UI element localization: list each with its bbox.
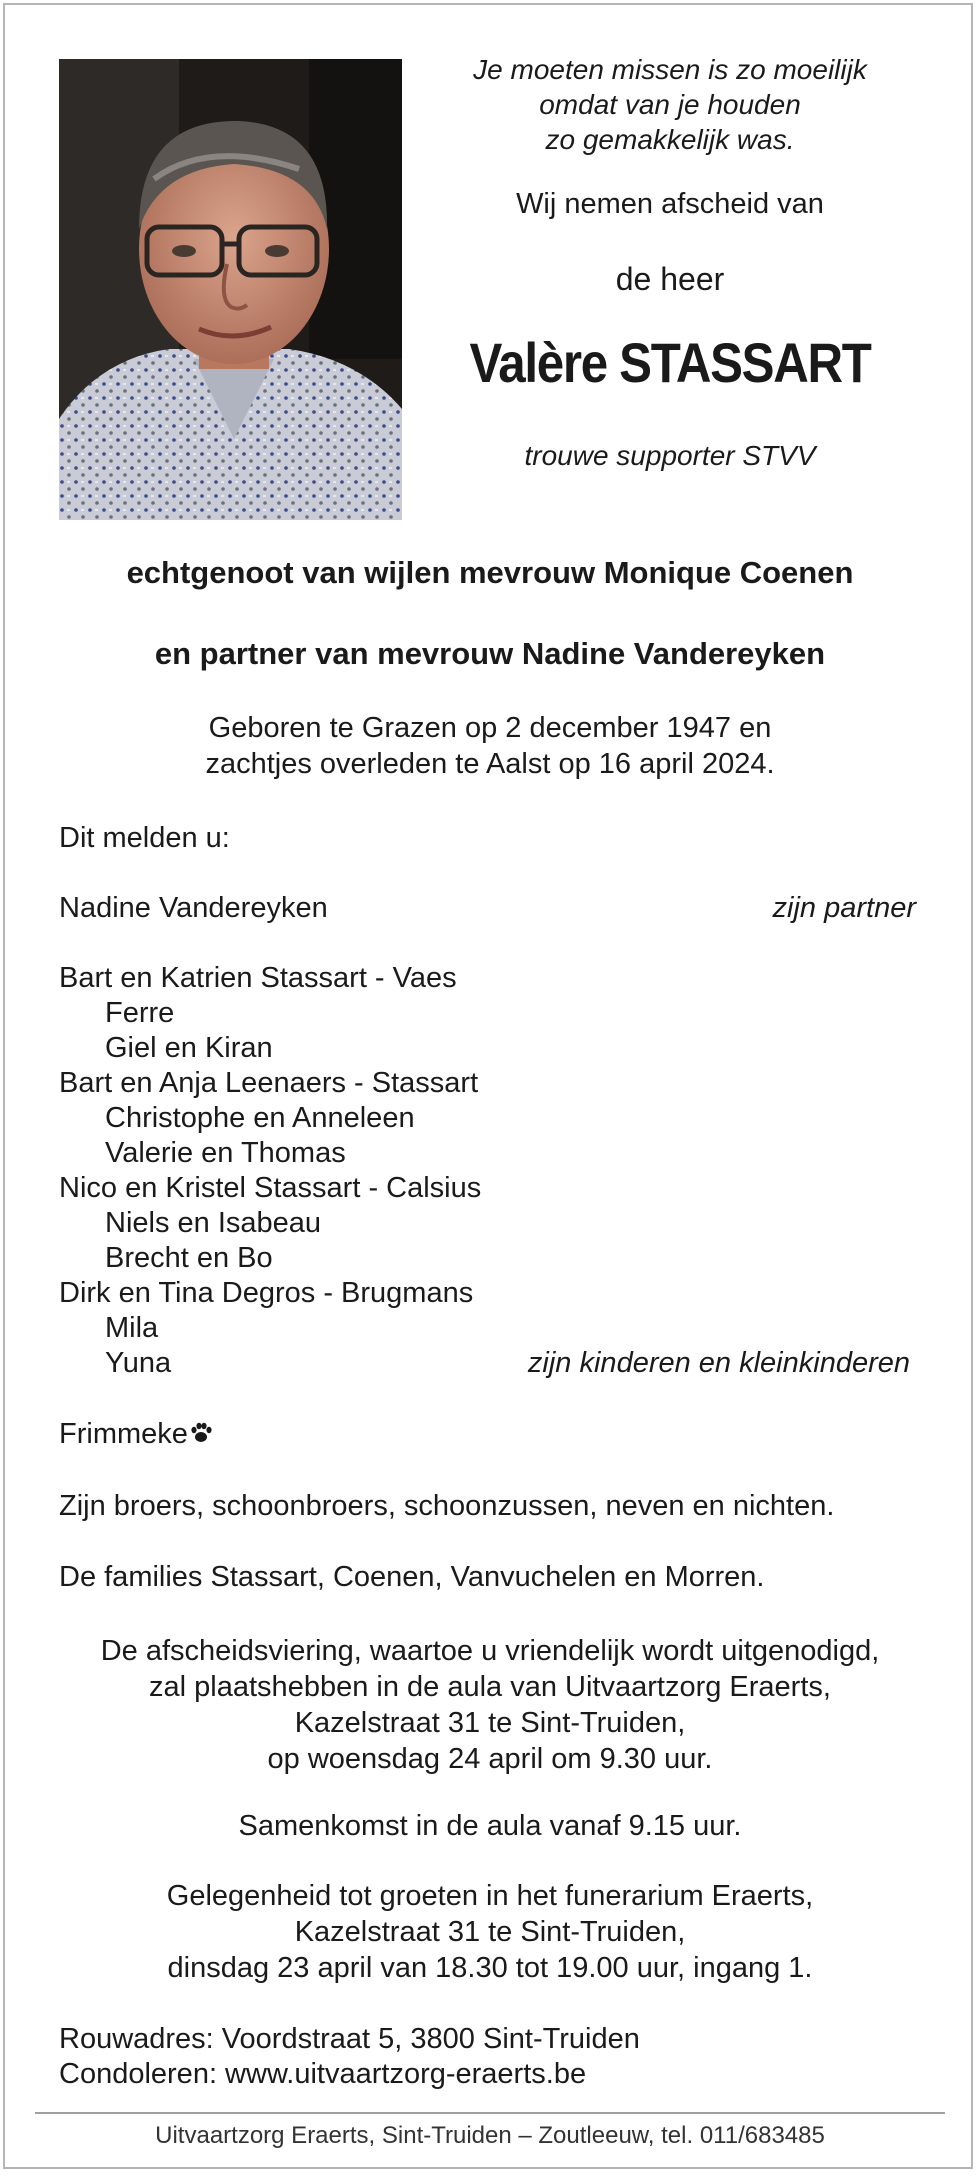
ceremony-line: Kazelstraat 31 te Sint-Truiden,	[294, 1707, 686, 1739]
greeting-line: Gelegenheid tot groeten in het funerarium Eraerts,	[166, 1880, 814, 1912]
family-member: Giel en Kiran	[105, 1032, 273, 1064]
paw-icon	[189, 1420, 213, 1453]
announce-text: Dit melden u:	[59, 822, 230, 854]
family-member: Dirk en Tina Degros - Brugmans	[59, 1277, 474, 1309]
poem	[430, 52, 910, 157]
subtitle: trouwe supporter STVV	[524, 440, 816, 471]
greeting-line: Kazelstraat 31 te Sint-Truiden,	[294, 1916, 686, 1948]
pet-name: Frimmeke	[59, 1418, 188, 1450]
partner-role: zijn partner	[772, 892, 916, 924]
footer-text: Uitvaartzorg Eraerts, Sint-Truiden – Zoutleeuw, tel. 011/683485	[155, 2122, 825, 2149]
relation-spouse: echtgenoot van wijlen mevrouw Monique Coenen	[126, 555, 854, 590]
family-member: Brecht en Bo	[105, 1242, 273, 1274]
footer-divider	[35, 2112, 945, 2114]
ceremony-line: zal plaatshebben in de aula van Uitvaartzorg Eraerts,	[149, 1671, 831, 1703]
mourning-address: Rouwadres: Voordstraat 5, 3800 Sint-Truiden	[59, 2023, 640, 2055]
intro-text: Wij nemen afscheid van	[516, 188, 824, 220]
family-member: Yuna	[105, 1347, 172, 1379]
family-member: Ferre	[105, 997, 175, 1029]
family-member: Mila	[105, 1312, 159, 1344]
greeting-info	[0, 1878, 980, 1986]
ceremony-line: De afscheidsviering, waartoe u vriendelijk wordt uitgenodigd,	[100, 1635, 880, 1667]
honorific: de heer	[615, 261, 725, 297]
siblings-text: Zijn broers, schoonbroers, schoonzussen, neven en nichten.	[59, 1490, 835, 1522]
family-member: Nico en Kristel Stassart - Calsius	[59, 1172, 482, 1204]
poem-line: zo gemakkelijk was.	[545, 124, 795, 155]
poem-line: omdat van je houden	[539, 89, 801, 120]
family-member: Valerie en Thomas	[105, 1137, 346, 1169]
family-member: Niels en Isabeau	[105, 1207, 322, 1239]
relation-partner: en partner van mevrouw Nadine Vandereyken	[154, 636, 826, 671]
gathering-text: Samenkomst in de aula vanaf 9.15 uur.	[238, 1810, 742, 1842]
families-text: De families Stassart, Coenen, Vanvuchelen en Morren.	[59, 1561, 765, 1593]
ceremony-line: op woensdag 24 april om 9.30 uur.	[267, 1743, 713, 1775]
greeting-line: dinsdag 23 april van 18.30 tot 19.00 uur, ingang 1.	[167, 1952, 813, 1984]
family-member: Bart en Katrien Stassart - Vaes	[59, 962, 457, 994]
family-role: zijn kinderen en kleinkinderen	[527, 1347, 910, 1379]
family-member: Christophe en Anneleen	[105, 1102, 415, 1134]
condolences-link[interactable]: Condoleren: www.uitvaartzorg-eraerts.be	[59, 2058, 587, 2090]
partner-name: Nadine Vandereyken	[59, 892, 328, 924]
portrait-photo	[59, 59, 402, 520]
ceremony-info	[0, 1633, 980, 1777]
death-line: zachtjes overleden te Aalst op 16 april 2024.	[205, 748, 775, 780]
poem-line: Je moeten missen is zo moeilijk	[473, 54, 867, 85]
family-member: Bart en Anja Leenaers - Stassart	[59, 1067, 479, 1099]
deceased-name: Valère STASSART	[469, 331, 871, 394]
birth-death-info	[0, 710, 980, 782]
pet-line	[59, 1418, 213, 1453]
birth-line: Geboren te Grazen op 2 december 1947 en	[208, 712, 772, 744]
